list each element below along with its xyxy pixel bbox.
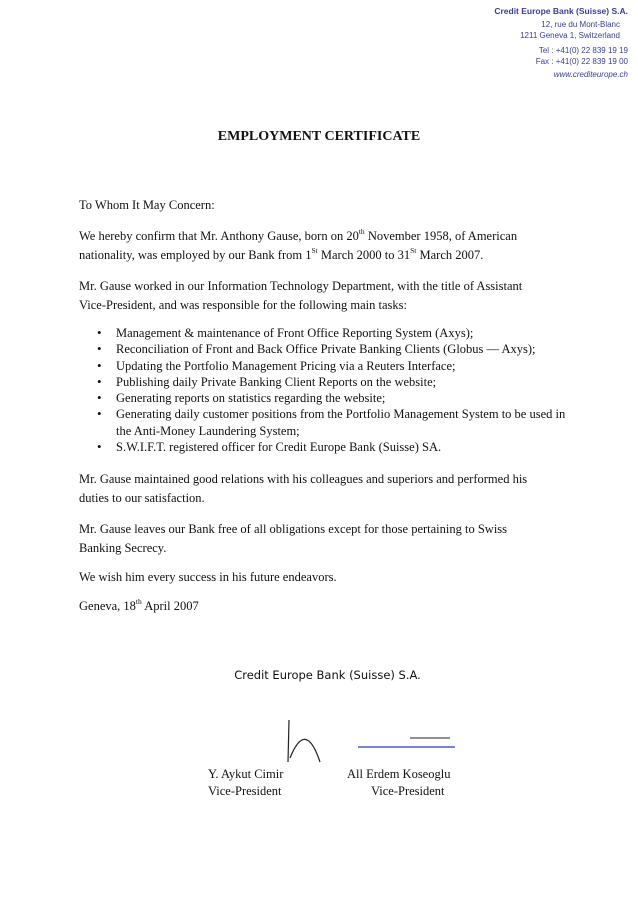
task-list (79, 325, 619, 455)
paragraph-employment-dates (79, 227, 599, 265)
task-item: • Reconciliation of Front and Back Office Private Banking Clients (Globus — Axys); (79, 341, 619, 357)
letterhead-address-line1: 12, rue du Mont-Blanc (541, 20, 620, 29)
letterhead-website-link[interactable]: www.crediteurope.ch (553, 70, 628, 79)
closing-bank-name: Credit Europe Bank (Suisse) S.A. (234, 668, 421, 682)
date-sup: th (135, 597, 142, 606)
para1-text-5: March 2007. (416, 248, 484, 262)
para1-text-3: nationality, was employed by our Bank from 1 (79, 248, 312, 262)
letterhead-address-line2: 1211 Geneva 1, Switzerland (520, 31, 620, 40)
signatory-1 (208, 766, 283, 800)
para1-sup-3: St (410, 246, 417, 255)
letterhead-fax: Fax : +41(0) 22 839 19 00 (535, 57, 628, 66)
task-item: • Publishing daily Private Banking Client Reports on the website; (79, 374, 619, 390)
para1-sup-1: th (358, 227, 365, 236)
para1-text-4: March 2000 to 31 (317, 248, 411, 262)
signatory-1-title: Vice-President (208, 784, 282, 798)
signature-marks (0, 718, 638, 768)
para1-sup-2: St (311, 246, 318, 255)
task-item: • Updating the Portfolio Management Pricing via a Reuters Interface; (79, 358, 619, 374)
letterhead-tel: Tel : +41(0) 22 839 19 19 (538, 46, 628, 55)
task-item: • Management & maintenance of Front Office Reporting System (Axys); (79, 325, 619, 341)
letterhead-bank-name: Credit Europe Bank (Suisse) S.A. (494, 6, 628, 16)
letterhead (494, 6, 628, 80)
signatory-2-title: Vice-President (371, 784, 445, 798)
date-text-2: April 2007 (141, 599, 199, 613)
date-line (79, 597, 599, 616)
salutation: To Whom It May Concern: (79, 198, 215, 212)
document-title: EMPLOYMENT CERTIFICATE (217, 129, 421, 144)
paragraph-relations (79, 470, 599, 508)
para2-line-1: Mr. Gause worked in our Information Technology Department, with the title of Assistant (79, 279, 523, 293)
task-item: • Generating daily customer positions from the Portfolio Management System to be used in the Anti-Money Laundering System; (79, 406, 571, 439)
para1-text-2: November 1958, of American (364, 229, 518, 243)
task-item: • S.W.I.F.T. registered officer for Credit Europe Bank (Suisse) SA. (79, 439, 619, 455)
signatory-2 (347, 766, 450, 800)
paragraph-role (79, 277, 599, 315)
para1-text-1: We hereby confirm that Mr. Anthony Gause, born on 20 (79, 229, 359, 243)
signatory-2-name: All Erdem Koseoglu (347, 767, 451, 781)
para4-line-2: Banking Secrecy. (79, 541, 167, 555)
paragraph-obligations (79, 520, 599, 558)
para3-line-1: Mr. Gause maintained good relations with his colleagues and superiors and performed his (79, 472, 528, 486)
signature-1-mark (288, 720, 320, 762)
date-text-1: Geneva, 18 (79, 599, 136, 613)
para4-line-1: Mr. Gause leaves our Bank free of all obligations except for those pertaining to Swiss (79, 522, 508, 536)
para3-line-2: duties to our satisfaction. (79, 491, 205, 505)
task-item: • Generating reports on statistics regarding the website; (79, 390, 619, 406)
signatory-1-name: Y. Aykut Cimir (208, 767, 284, 781)
paragraph-wishes: We wish him every success in his future endeavors. (79, 570, 337, 584)
para2-line-2: Vice-President, and was responsible for the following main tasks: (79, 298, 407, 312)
